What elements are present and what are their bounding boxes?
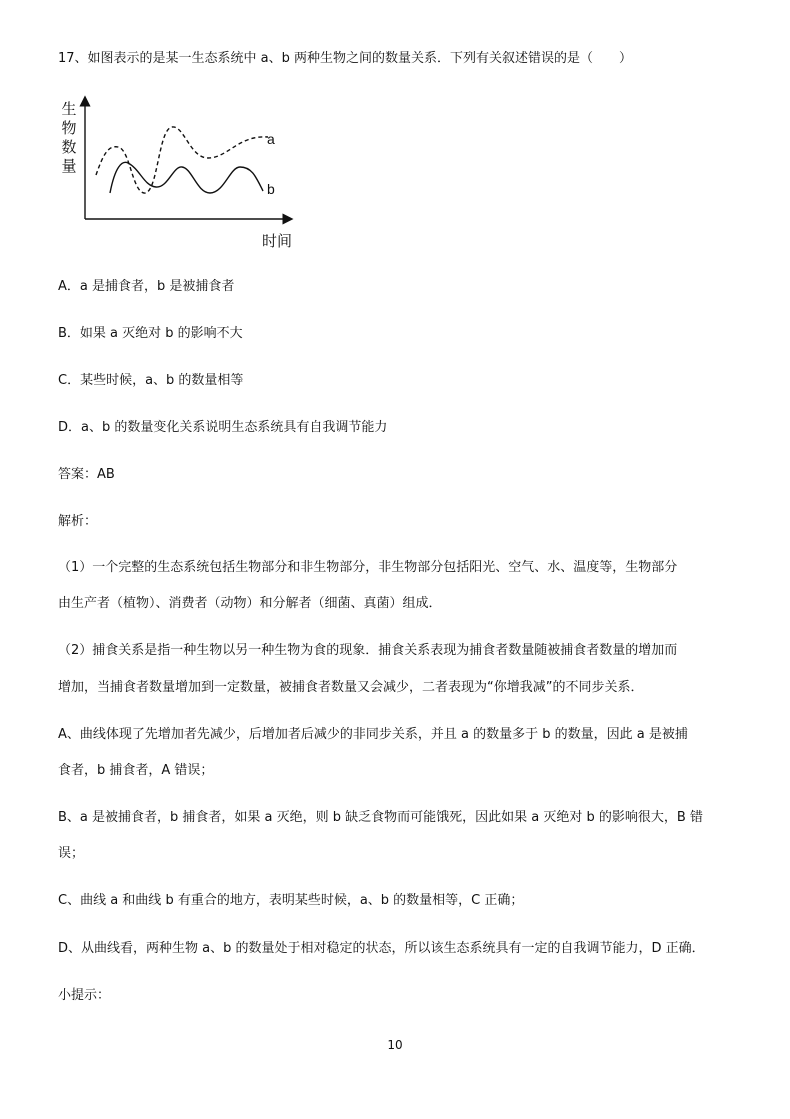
analysis-line: （1）一个完整的生态系统包括生物部分和非生物部分，非生物部分包括阳光、空气、水、温度等，生物部分 bbox=[58, 560, 678, 575]
curve-a-dashed bbox=[96, 127, 268, 193]
population-graph bbox=[58, 95, 308, 255]
analysis-line: 由生产者（植物）、消费者（动物）和分解者（细菌、真菌）组成． bbox=[58, 596, 442, 611]
analysis-line: C、曲线 a 和曲线 b 有重合的地方，表明某些时候，a、b 的数量相等，C 正确； bbox=[58, 893, 524, 908]
curve-b-label: b bbox=[267, 181, 275, 197]
option-a: A．a 是捕食者，b 是被捕食者 bbox=[58, 279, 235, 294]
answer: 答案：AB bbox=[58, 467, 115, 482]
analysis-line: 误； bbox=[58, 846, 85, 861]
question-stem: 17、如图表示的是某一生态系统中 a、b 两种生物之间的数量关系．下列有关叙述错误的是（ ） bbox=[58, 51, 633, 66]
tip-heading: 小提示： bbox=[58, 988, 111, 1003]
option-d: D．a、b 的数量变化关系说明生态系统具有自我调节能力 bbox=[58, 420, 388, 435]
analysis-line: （2）捕食关系是指一种生物以另一种生物为食的现象．捕食关系表现为捕食者数量随被捕食者数量的增加而 bbox=[58, 643, 678, 658]
x-axis-label: 时间 bbox=[262, 232, 293, 250]
option-b: B．如果 a 灭绝对 b 的影响不大 bbox=[58, 326, 243, 341]
analysis-line: 增加，当捕食者数量增加到一定数量，被捕食者数量又会减少，二者表现为“你增我减”的不同步关系． bbox=[58, 680, 644, 695]
curve-a-label: a bbox=[267, 131, 275, 147]
analysis-line: A、曲线体现了先增加者先减少，后增加者后减少的非同步关系，并且 a 的数量多于 b 的数量，因此 a 是被捕 bbox=[58, 727, 688, 742]
y-axis-label: 生物数量 bbox=[61, 100, 77, 175]
analysis-line: B、a 是被捕食者，b 捕食者，如果 a 灭绝，则 b 缺乏食物而可能饿死，因此如果 a 灭绝对 b 的影响很大，B 错 bbox=[58, 810, 703, 825]
analysis-line: D、从曲线看，两种生物 a、b 的数量处于相对稳定的状态，所以该生态系统具有一定的自我调节能力，D 正确． bbox=[58, 941, 705, 956]
option-c: C．某些时候，a、b 的数量相等 bbox=[58, 373, 244, 388]
analysis-line: 食者，b 捕食者，A 错误； bbox=[58, 763, 214, 778]
page-number: 10 bbox=[387, 1038, 403, 1052]
analysis-heading: 解析： bbox=[58, 514, 98, 529]
